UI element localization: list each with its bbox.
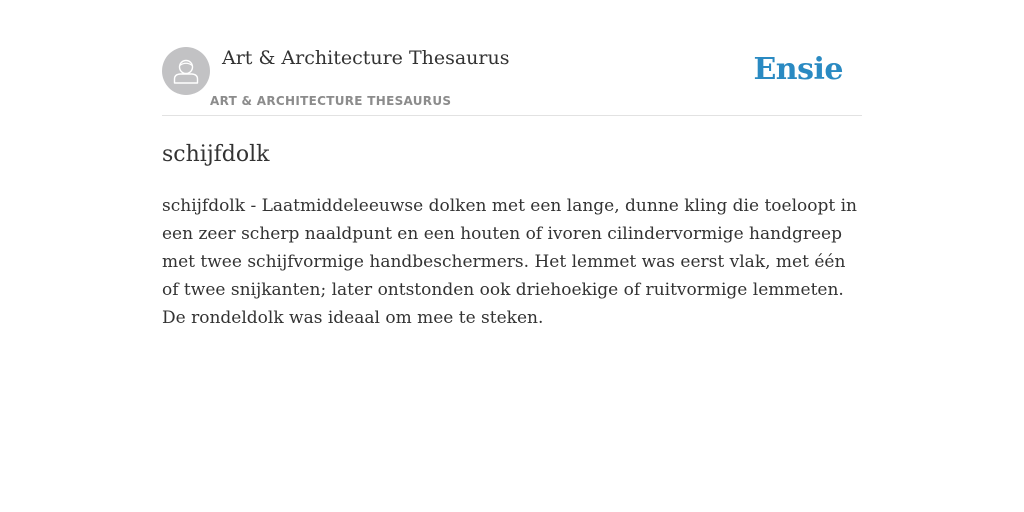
term-definition: schijfdolk - Laatmiddeleeuwse dolken met een lange, dunne kling die toeloopt in een zeer scherp naaldpunt en een houten of ivoren cilindervormige handgreep met twee schijfvormige handbeschermers. Het lemmet was eerst vlak, met één of twee snijkanten; later ontstonden ook driehoekige of ruitvormige lemmeten. De rondeldolk was ideaal om mee te steken. xyxy=(162,196,857,328)
avatar[interactable] xyxy=(162,47,210,95)
entry-header xyxy=(162,0,862,116)
page-content xyxy=(162,0,862,512)
brand-logo[interactable]: Ensie xyxy=(753,52,843,87)
source-subtitle: ART & ARCHITECTURE THESAURUS xyxy=(210,94,452,108)
source-title-link[interactable]: Art & Architecture Thesaurus xyxy=(222,47,510,69)
user-icon xyxy=(162,47,210,95)
term-title: schijfdolk xyxy=(162,142,270,167)
